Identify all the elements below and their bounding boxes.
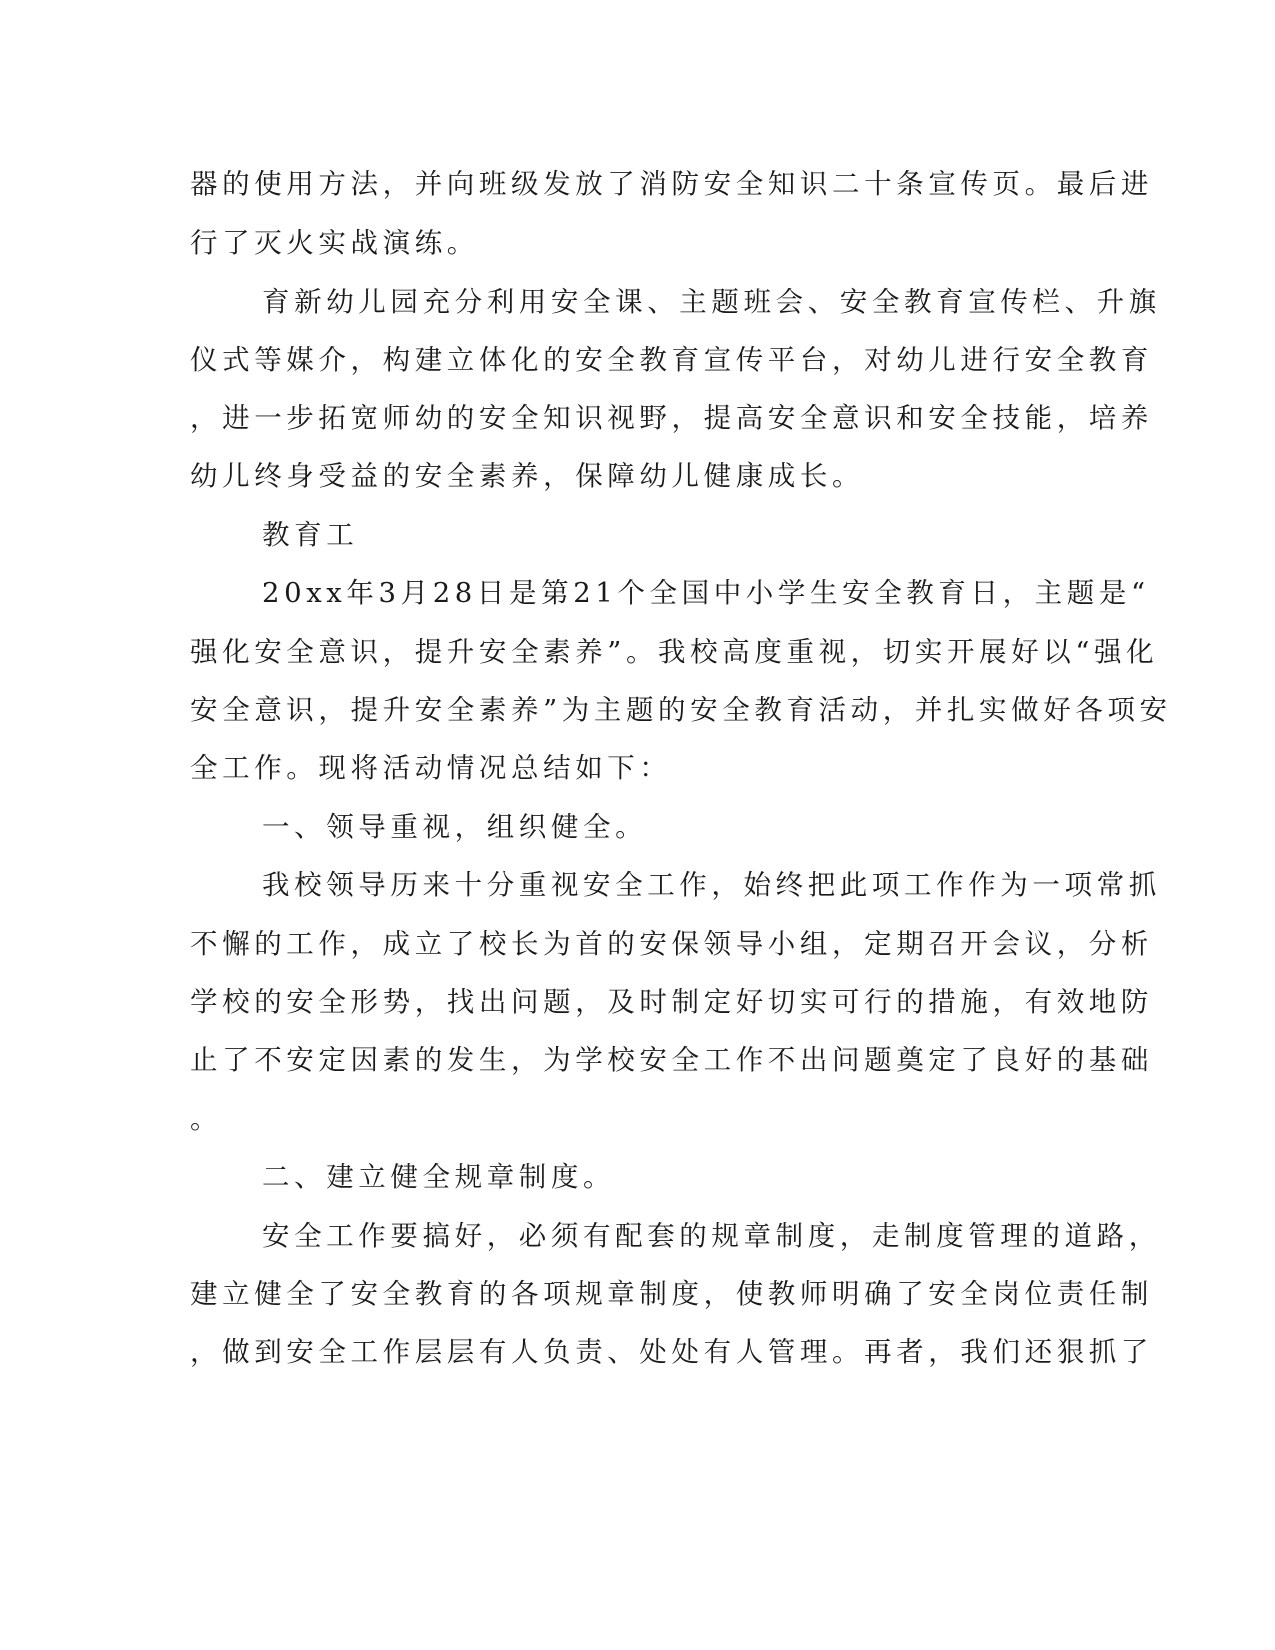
text-line: 器的使用方法，并向班级发放了消防安全知识二十条宣传页。最后进 (190, 168, 1153, 200)
section-heading: 二、建立健全规章制度。 (262, 1161, 616, 1193)
text-line: 。 (190, 1103, 223, 1135)
text-line: 强化安全意识，提升安全素养”。我校高度重视，切实开展好以“强化 (190, 636, 1159, 668)
text-line: 止了不安定因素的发生，为学校安全工作不出问题奠定了良好的基础 (190, 1044, 1153, 1076)
paragraph-start-line: 育新幼儿园充分利用安全课、主题班会、安全教育宣传栏、升旗 (262, 286, 1161, 318)
paragraph-start-line: 安全工作要搞好，必须有配套的规章制度，走制度管理的道路， (262, 1220, 1161, 1252)
text-line: 建立健全了安全教育的各项规章制度，使教师明确了安全岗位责任制 (190, 1278, 1153, 1310)
text-line: 不懈的工作，成立了校长为首的安保领导小组，定期召开会议，分析 (190, 928, 1153, 960)
text-line: ，做到安全工作层层有人负责、处处有人管理。再者，我们还狠抓了 (190, 1336, 1153, 1368)
text-line: 行了灭火实战演练。 (190, 227, 479, 259)
text-line: 全工作。现将活动情况总结如下： (190, 752, 672, 784)
section-heading: 教育工 (262, 519, 359, 551)
text-line: 学校的安全形势，找出问题，及时制定好切实可行的措施，有效地防 (190, 986, 1153, 1018)
section-heading: 一、领导重视，组织健全。 (262, 811, 648, 843)
text-line: 安全意识，提升安全素养”为主题的安全教育活动，并扎实做好各项安 (190, 694, 1172, 726)
paragraph-start-line: 20xx年3月28日是第21个全国中小学生安全教育日，主题是“ (262, 577, 1150, 609)
text-line: 仪式等媒介，构建立体化的安全教育宣传平台，对幼儿进行安全教育 (190, 344, 1153, 376)
text-line: 幼儿终身受益的安全素养，保障幼儿健康成长。 (190, 460, 865, 492)
paragraph-start-line: 我校领导历来十分重视安全工作，始终把此项工作作为一项常抓 (262, 869, 1161, 901)
text-line: ，进一步拓宽师幼的安全知识视野，提高安全意识和安全技能，培养 (190, 402, 1153, 434)
